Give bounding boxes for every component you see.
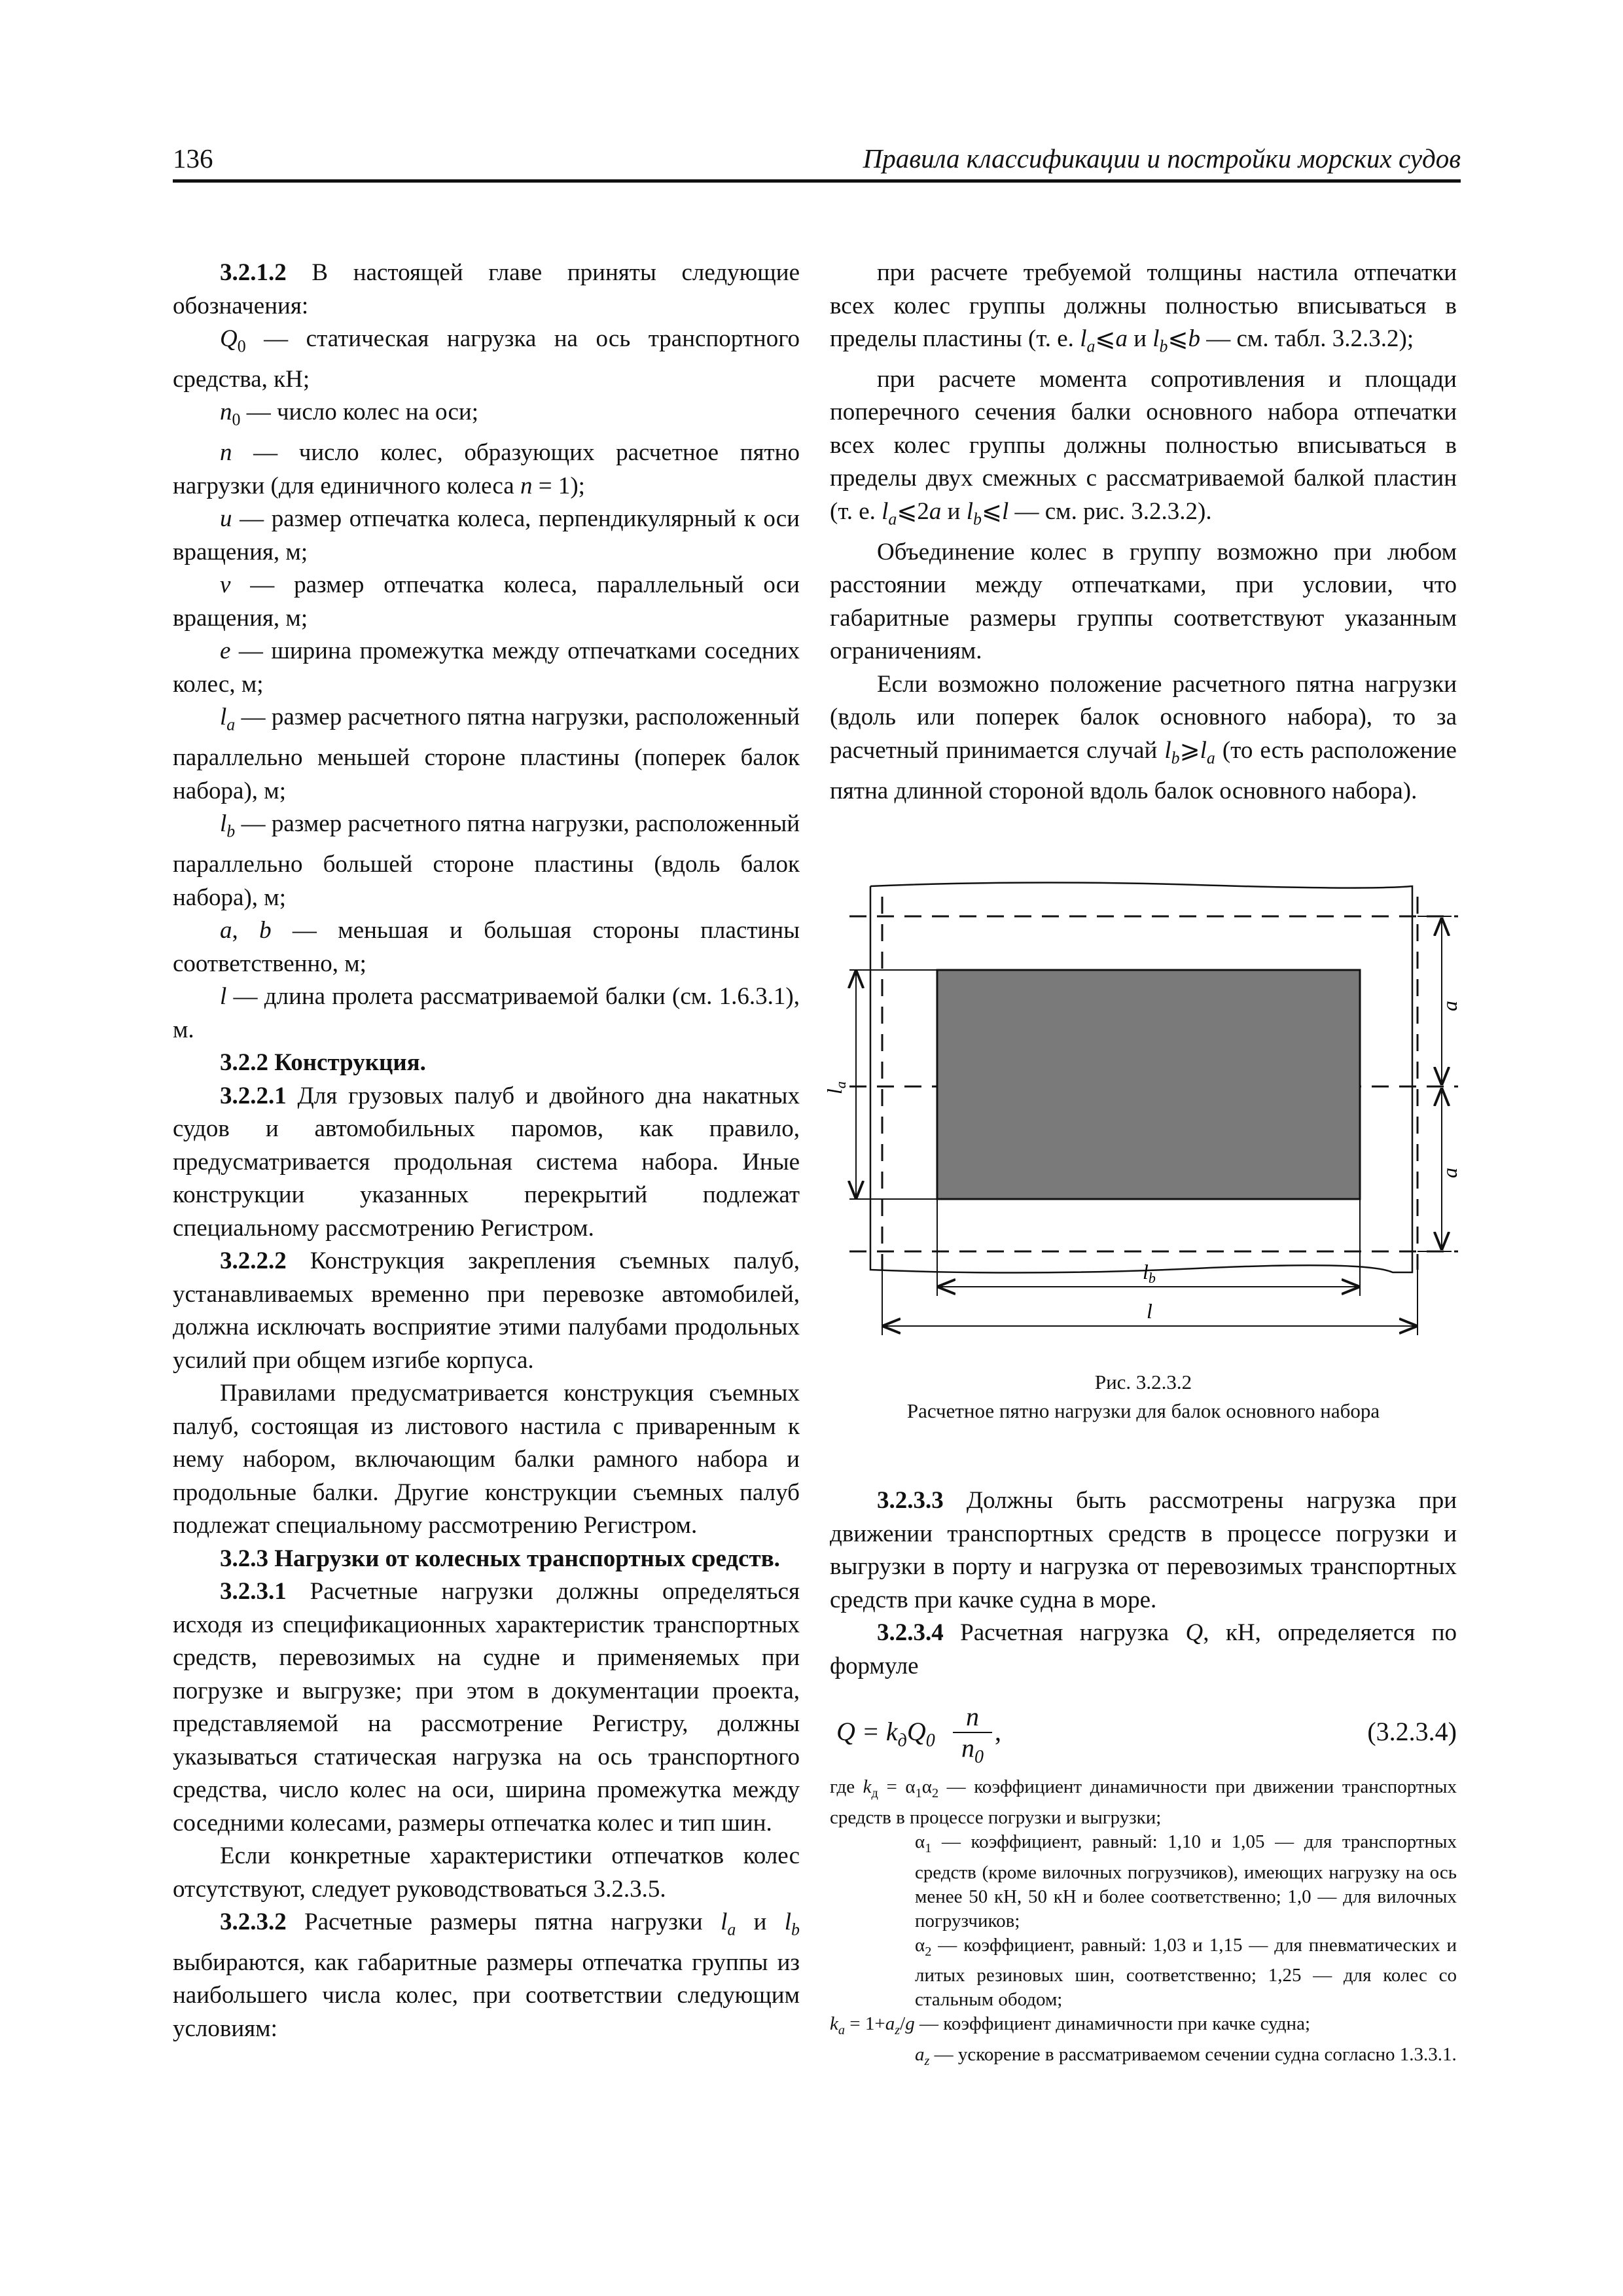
a-label-top: a — [1438, 1001, 1461, 1011]
figure-number: Рис. 3.2.3.2 — [1094, 1371, 1192, 1393]
load-patch — [937, 970, 1360, 1199]
formula-fraction — [953, 1702, 992, 1772]
la-label: la — [823, 1081, 849, 1094]
paragraph: 3.2.3.1 Расчетные нагрузки должны определяться исходя из спецификационных характеристик транспортных средств, перевозимых на судне и применяемых при погрузке и выгрузке; при этом в документации проекта, представляемой на рассмотрение Регистру, должны указываться статическая нагрузка на ось транспортного средства, число колес на оси, ширина промежутка между соседними колесами, размеры отпечатка колес и тип шин. — [173, 1578, 800, 1837]
paragraph: $n_0$ — число колес на оси; — [220, 399, 478, 429]
formula-lhs: $Q = k_дQ_0$ — [836, 1717, 935, 1751]
section-heading: 3.2.3 Нагрузки от колесных транспортных средств. — [220, 1545, 780, 1572]
paragraph: при расчете момента сопротивления и площади поперечного сечения балки основного набора отпечатки всех колес группы должны полностью вписываться в пределы двух смежных с рассматриваемой балкой пластин (т. е. $l_a⩽2a$ и $l_b⩽l$ — см. рис. 3.2.3.2). — [830, 365, 1457, 529]
formula-numerator: n — [953, 1702, 992, 1733]
paragraph: 3.2.3.4 Расчетная нагрузка Q, кН, определяется по формуле — [830, 1619, 1457, 1679]
paragraph: 3.2.2.2 Конструкция закрепления съемных палуб, устанавливаемых временно при перевозке автомобилей, должна исключать восприятие этими палубами продольных усилий при общем изгибе корпуса. — [173, 1247, 800, 1374]
a-label-bottom: a — [1438, 1168, 1461, 1178]
formula-legend — [830, 1775, 1457, 2073]
header-rule — [173, 179, 1461, 183]
formula-comma: , — [995, 1717, 1001, 1746]
figure-load-patch — [823, 877, 1461, 1532]
paragraph: $l_a$ — размер расчетного пятна нагрузки, расположенный параллельно меньшей стороне пластины (поперек балок набора), м; — [173, 704, 800, 804]
paragraph: Если конкретные характеристики отпечатков колес отсутствуют, следует руководствоваться 3.2.3.5. — [173, 1842, 800, 1903]
paragraph: l — длина пролета рассматриваемой балки (см. 1.6.3.1), м. — [173, 983, 800, 1043]
paragraph: $Q_0$ — статическая нагрузка на ось транспортного средства, кН; — [173, 325, 800, 393]
load-patch-diagram — [823, 877, 1461, 1348]
paragraph: u — размер отпечатка колеса, перпендикулярный к оси вращения, м; — [173, 505, 800, 565]
figure-title: Расчетное пятно нагрузки для балок основного набора — [906, 1399, 1380, 1422]
paragraph: e — ширина промежутка между отпечатками соседних колес, м; — [173, 637, 800, 698]
running-title: Правила классификации и постройки морских судов — [863, 143, 1461, 173]
paragraph: Объединение колес в группу возможно при любом расстоянии между отпечатками, при условии, что габаритные размеры группы соответствуют указанным ограничениям. — [830, 538, 1457, 665]
section-heading: 3.2.2 Конструкция. — [220, 1049, 426, 1077]
page-number: 136 — [173, 143, 213, 173]
formula-denominator: $n_0$ — [961, 1733, 984, 1767]
left-column — [173, 257, 800, 2045]
legend-item-ka: $k_a = 1+a_z/g$ — коэффициент динамичности при качке судна; — [830, 2013, 1311, 2038]
formula-number: (3.2.3.4) — [1367, 1717, 1457, 1746]
paragraph: 3.2.2.1 Для грузовых палуб и двойного дна накатных судов и автомобильных паромов, как правило, предусматривается продольная система набора. Иные конструкции указанных перекрытий подлежат специальному рассмотрению Регистром. — [173, 1082, 800, 1242]
legend-item-alpha1: $\alpha_1$ — коэффициент, равный: 1,10 и 1,05 — для транспортных средств (кроме вилочных погрузчиков), имеющих нагрузку на ось менее 50 кН, 50 кН и более соответственно; 1,0 — для вилочных погрузчиков; — [915, 1831, 1457, 1931]
legend-item-az: $a_z$ — ускорение в рассматриваемом сечении судна согласно 1.3.3.1. — [915, 2044, 1457, 2068]
right-column-top — [830, 257, 1457, 808]
legend-item-kd: где $k_д = \alpha_1\alpha_2$ — коэффициент динамичности при движении транспортных средств в процессе погрузки и выгрузки; — [830, 1776, 1457, 1828]
page-header — [173, 143, 1461, 182]
lb-label: lb — [1143, 1260, 1156, 1286]
paragraph: a, b — меньшая и большая стороны пластины соответственно, м; — [173, 917, 800, 977]
paragraph: 3.2.1.2 В настоящей главе приняты следующие обозначения: — [173, 259, 800, 319]
legend-item-alpha2: $\alpha_2$ — коэффициент, равный: 1,03 и 1,15 — для пневматических и литых резиновых шин, соответственно; 1,25 — для колес со стальным ободом; — [915, 1934, 1457, 2011]
paragraph: n — число колес, образующих расчетное пятно нагрузки (для единичного колеса n = 1); — [173, 439, 800, 499]
paragraph: при расчете требуемой толщины настила отпечатки всех колес группы должны полностью вписываться в пределы пластины (т. е. $l_a⩽a$ и $l_b⩽b$ — см. табл. 3.2.3.2); — [830, 259, 1457, 356]
paragraph: Если возможно положение расчетного пятна нагрузки (вдоль или поперек балок основного набора), то за расчетный принимается случай $l_b⩾l_a$ (то есть расположение пятна длинной стороной вдоль балок основного набора). — [830, 670, 1457, 804]
paragraph: Правилами предусматривается конструкция съемных палуб, состоящая из листового настила с приваренным к нему набором, включающим балки рамного набора и продольные балки. Другие конструкции съемных палуб подлежат специальному рассмотрению Регистром. — [173, 1380, 800, 1539]
paragraph: $l_b$ — размер расчетного пятна нагрузки, расположенный параллельно большей стороне пластины (вдоль балок набора), м; — [173, 810, 800, 911]
formula-3-2-3-4 — [830, 1702, 1457, 1767]
right-column-bottom — [830, 1484, 1457, 1683]
l-label: l — [1147, 1299, 1152, 1323]
paragraph: v — размер отпечатка колеса, параллельный оси вращения, м; — [173, 571, 800, 632]
figure-caption — [830, 1368, 1457, 1426]
paragraph: 3.2.3.2 Расчетные размеры пятна нагрузки $l_a$ и $l_b$ выбираются, как габаритные размеры отпечатка группы из наибольшего числа колес, при соответствии следующим условиям: — [173, 1909, 800, 2042]
paragraph: 3.2.3.3 Должны быть рассмотрены нагрузка при движении транспортных средств в процессе погрузки и выгрузки в порту и нагрузка от перевозимых транспортных средств при качке судна в море. — [830, 1487, 1457, 1613]
